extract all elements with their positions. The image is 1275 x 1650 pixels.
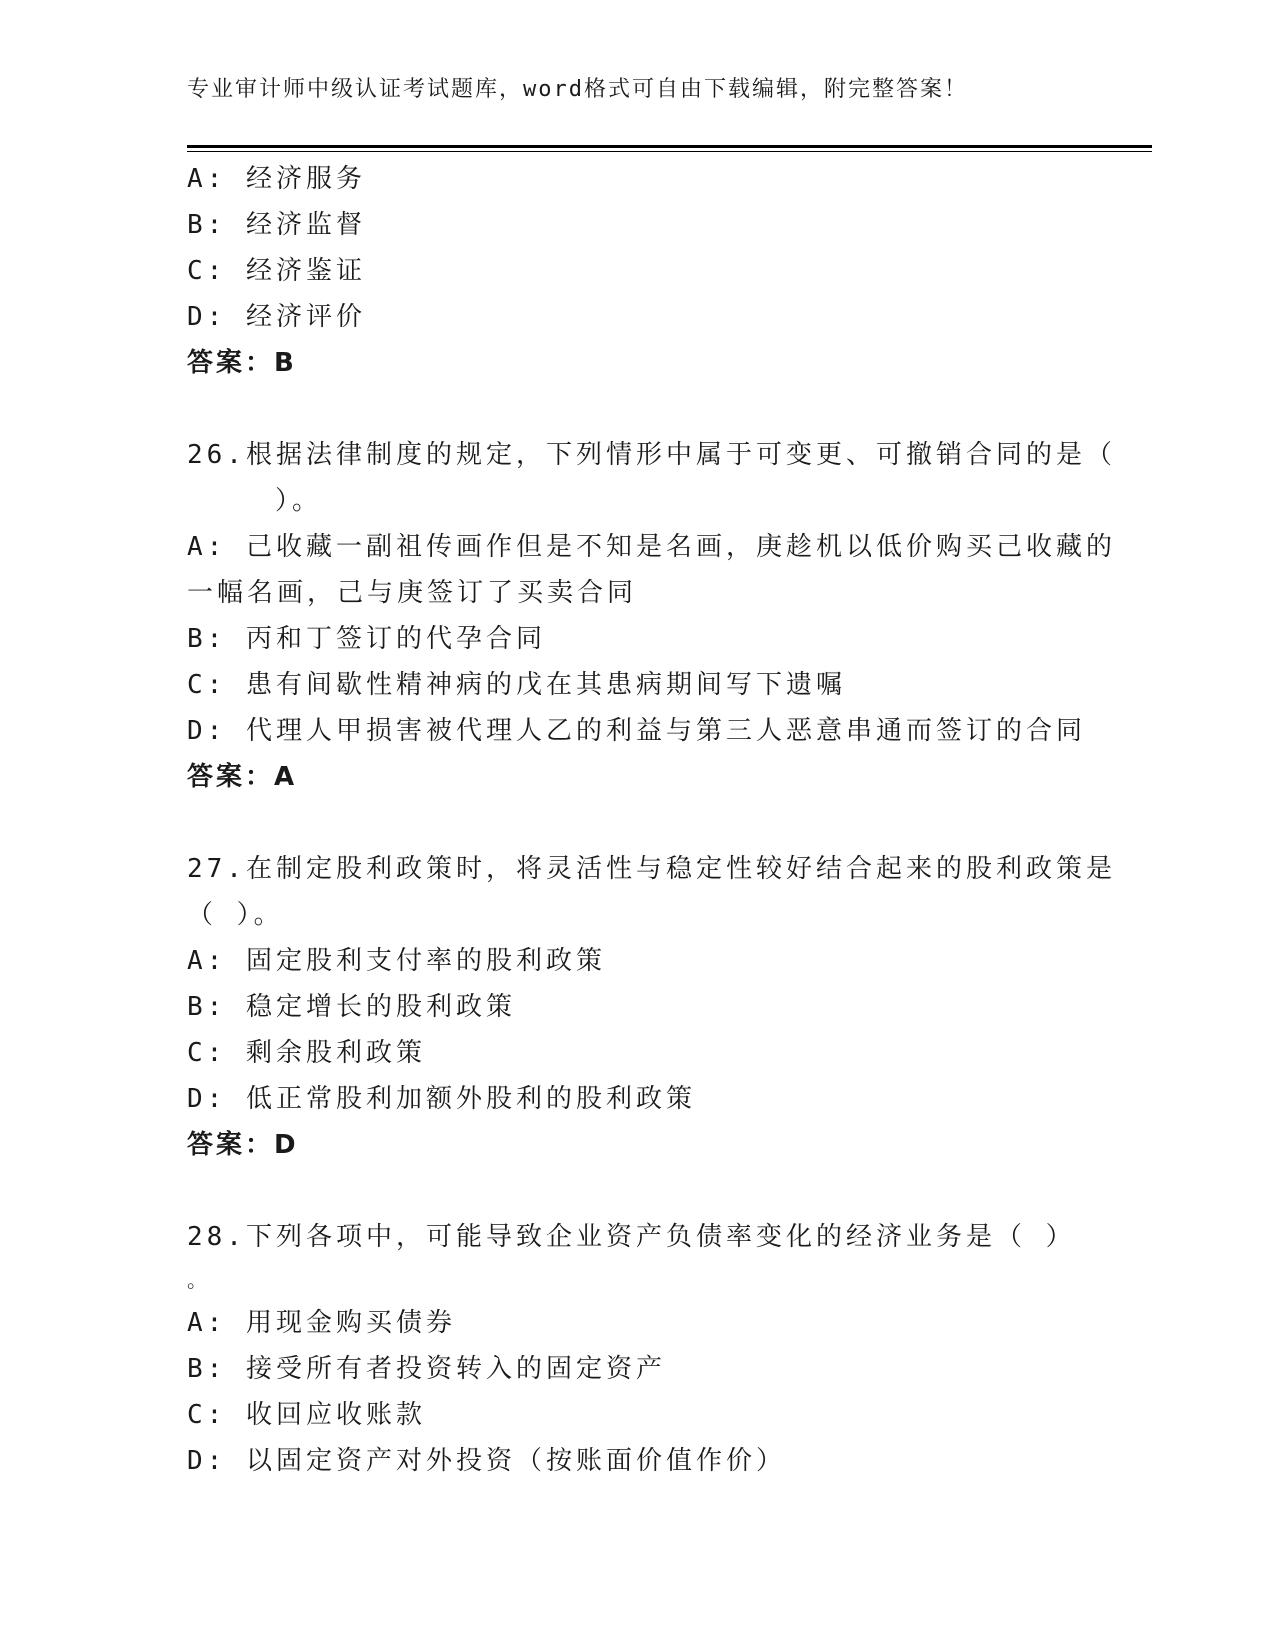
q26-option-d: D: 代理人甲损害被代理人乙的利益与第三人恶意串通而签订的合同 bbox=[187, 716, 1086, 746]
q28-option-b: B: 接受所有者投资转入的固定资产 bbox=[187, 1354, 666, 1384]
question-content bbox=[187, 156, 1116, 1484]
q27-option-d: D: 低正常股利加额外股利的股利政策 bbox=[187, 1084, 696, 1114]
document-header: 专业审计师中级认证考试题库，word格式可自由下载编辑，附完整答案！ bbox=[187, 77, 968, 102]
spacer bbox=[187, 386, 1087, 432]
header-rule-thin bbox=[187, 151, 1152, 152]
q26-answer: 答案：A bbox=[187, 762, 298, 792]
q27-option-a: A: 固定股利支付率的股利政策 bbox=[187, 946, 606, 976]
q28-option-c: C: 收回应收账款 bbox=[187, 1400, 426, 1430]
q26-option-a: A: 己收藏一副祖传画作但是不知是名画，庚趁机以低价购买己收藏的 bbox=[187, 532, 1116, 562]
spacer bbox=[187, 1168, 1087, 1214]
header-rule-thick bbox=[187, 145, 1152, 148]
q28-stem: 28.下列各项中，可能导致企业资产负债率变化的经济业务是（ ） bbox=[187, 1222, 1076, 1252]
q26-option-a-cont: 一幅名画，己与庚签订了买卖合同 bbox=[187, 578, 638, 608]
q28-option-a: A: 用现金购买债券 bbox=[187, 1308, 456, 1338]
q28-stem-cont: 。 bbox=[187, 1268, 211, 1292]
spacer bbox=[187, 800, 1087, 846]
q28-option-d: D: 以固定资产对外投资（按账面价值作价） bbox=[187, 1446, 786, 1476]
q25-option-b: B: 经济监督 bbox=[187, 210, 366, 240]
q27-stem-cont: （ ）。 bbox=[187, 900, 284, 930]
q26-option-b: B: 丙和丁签订的代孕合同 bbox=[187, 624, 546, 654]
q27-answer: 答案：D bbox=[187, 1130, 299, 1160]
q25-option-d: D: 经济评价 bbox=[187, 302, 366, 332]
q25-option-a: A: 经济服务 bbox=[187, 164, 366, 194]
q27-stem: 27.在制定股利政策时，将灵活性与稳定性较好结合起来的股利政策是 bbox=[187, 854, 1116, 884]
q27-option-c: C: 剩余股利政策 bbox=[187, 1038, 426, 1068]
q26-stem: 26.根据法律制度的规定，下列情形中属于可变更、可撤销合同的是（ bbox=[187, 440, 1116, 470]
q25-answer: 答案：B bbox=[187, 348, 297, 378]
q27-option-b: B: 稳定增长的股利政策 bbox=[187, 992, 516, 1022]
q25-option-c: C: 经济鉴证 bbox=[187, 256, 366, 286]
q26-stem-cont: ）。 bbox=[275, 486, 323, 516]
q26-option-c: C: 患有间歇性精神病的戊在其患病期间写下遗嘱 bbox=[187, 670, 846, 700]
